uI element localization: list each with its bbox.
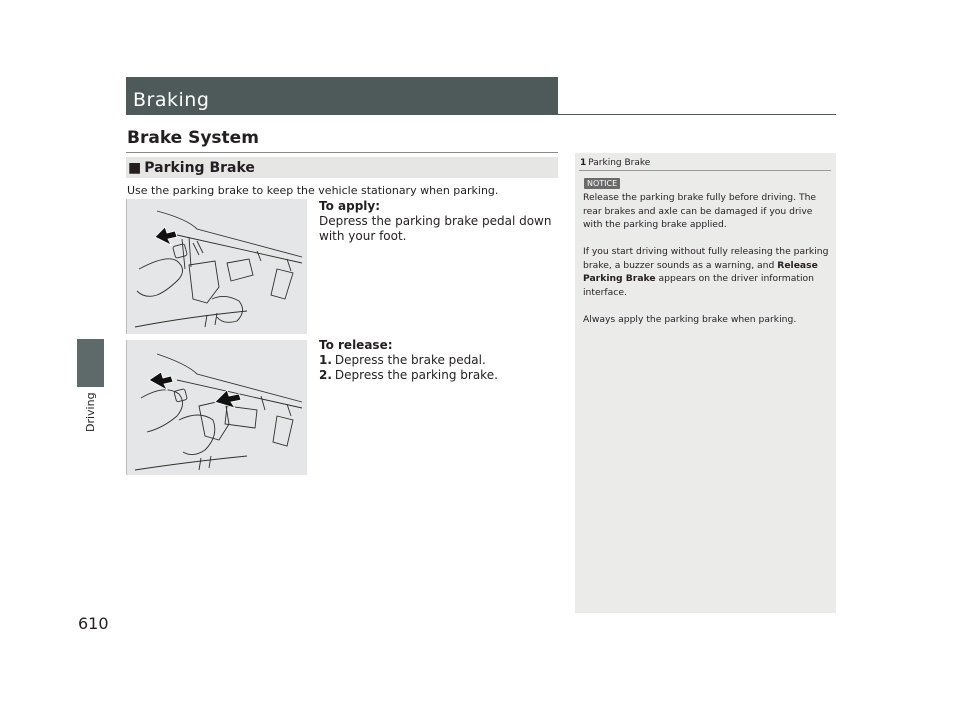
intro-text: Use the parking brake to keep the vehicle stationary when parking. — [127, 184, 499, 197]
reference-marker: 1 — [580, 158, 587, 168]
square-bullet-icon: ■ — [128, 160, 142, 176]
arrow-icon — [215, 390, 241, 408]
pedal-arm-right — [261, 396, 291, 416]
right-foot-outline — [179, 415, 215, 455]
notes-paragraph: Release the parking brake fully before driving. The rear brakes and axle can be damaged if you drive with the parking brake applied. — [583, 192, 817, 230]
floor-line — [135, 456, 247, 470]
foot-outline — [137, 259, 183, 297]
foot-sole — [212, 296, 243, 322]
section-divider — [126, 152, 558, 153]
release-parking-brake-message: Release Parking Brake — [583, 259, 818, 284]
subsection-title-text: Parking Brake — [144, 160, 255, 176]
chapter-side-tab — [77, 339, 104, 387]
arrow-icon — [155, 227, 177, 245]
page-number: 610 — [78, 614, 109, 633]
pedal-arm-left — [193, 241, 203, 255]
release-instructions — [319, 338, 559, 383]
accelerator-pedal-far — [273, 416, 293, 446]
brake-pedal — [189, 261, 219, 303]
dash-edge-line — [157, 354, 302, 402]
apply-instructions — [319, 199, 559, 244]
accelerator-pedal — [225, 406, 257, 428]
notice-badge: NOTICE — [584, 178, 620, 189]
dash-edge-line — [157, 211, 302, 257]
left-foot-outline — [141, 390, 183, 432]
chapter-title: Braking — [133, 89, 210, 111]
release-step: 1. Depress the brake pedal. — [319, 353, 486, 367]
accelerator-pedal — [227, 259, 253, 281]
parking-brake-pedal — [173, 244, 188, 259]
apply-heading: To apply: — [319, 199, 381, 213]
release-pedal-drawing — [127, 340, 307, 475]
chapter-divider — [558, 114, 836, 115]
apply-pedal-drawing — [127, 199, 307, 334]
parking-brake-pedal — [174, 389, 187, 402]
notes-divider — [579, 170, 831, 171]
section-title: Brake System — [127, 128, 259, 148]
subsection-title — [128, 159, 255, 177]
floor-mark — [199, 456, 211, 470]
apply-text: Depress the parking brake pedal down with your foot. — [319, 214, 552, 243]
arrow-icon — [149, 372, 173, 390]
notes-heading — [580, 158, 650, 169]
chapter-side-label: Driving — [84, 392, 97, 432]
notes-paragraph: If you start driving without fully releasing the parking brake, a buzzer sounds as a warning, and Release Parking Brake appears on the driver information interface. — [583, 246, 829, 298]
release-pedal-illustration — [126, 340, 307, 475]
dash-lower-line — [177, 380, 302, 408]
apply-pedal-illustration — [126, 199, 307, 334]
floor-line — [135, 311, 247, 327]
notes-heading-text: Parking Brake — [588, 158, 651, 168]
release-heading: To release: — [319, 338, 393, 352]
release-step: 2. Depress the parking brake. — [319, 368, 498, 382]
notes-paragraph: Always apply the parking brake when parking. — [583, 314, 797, 325]
accelerator-pedal-far — [271, 269, 293, 299]
